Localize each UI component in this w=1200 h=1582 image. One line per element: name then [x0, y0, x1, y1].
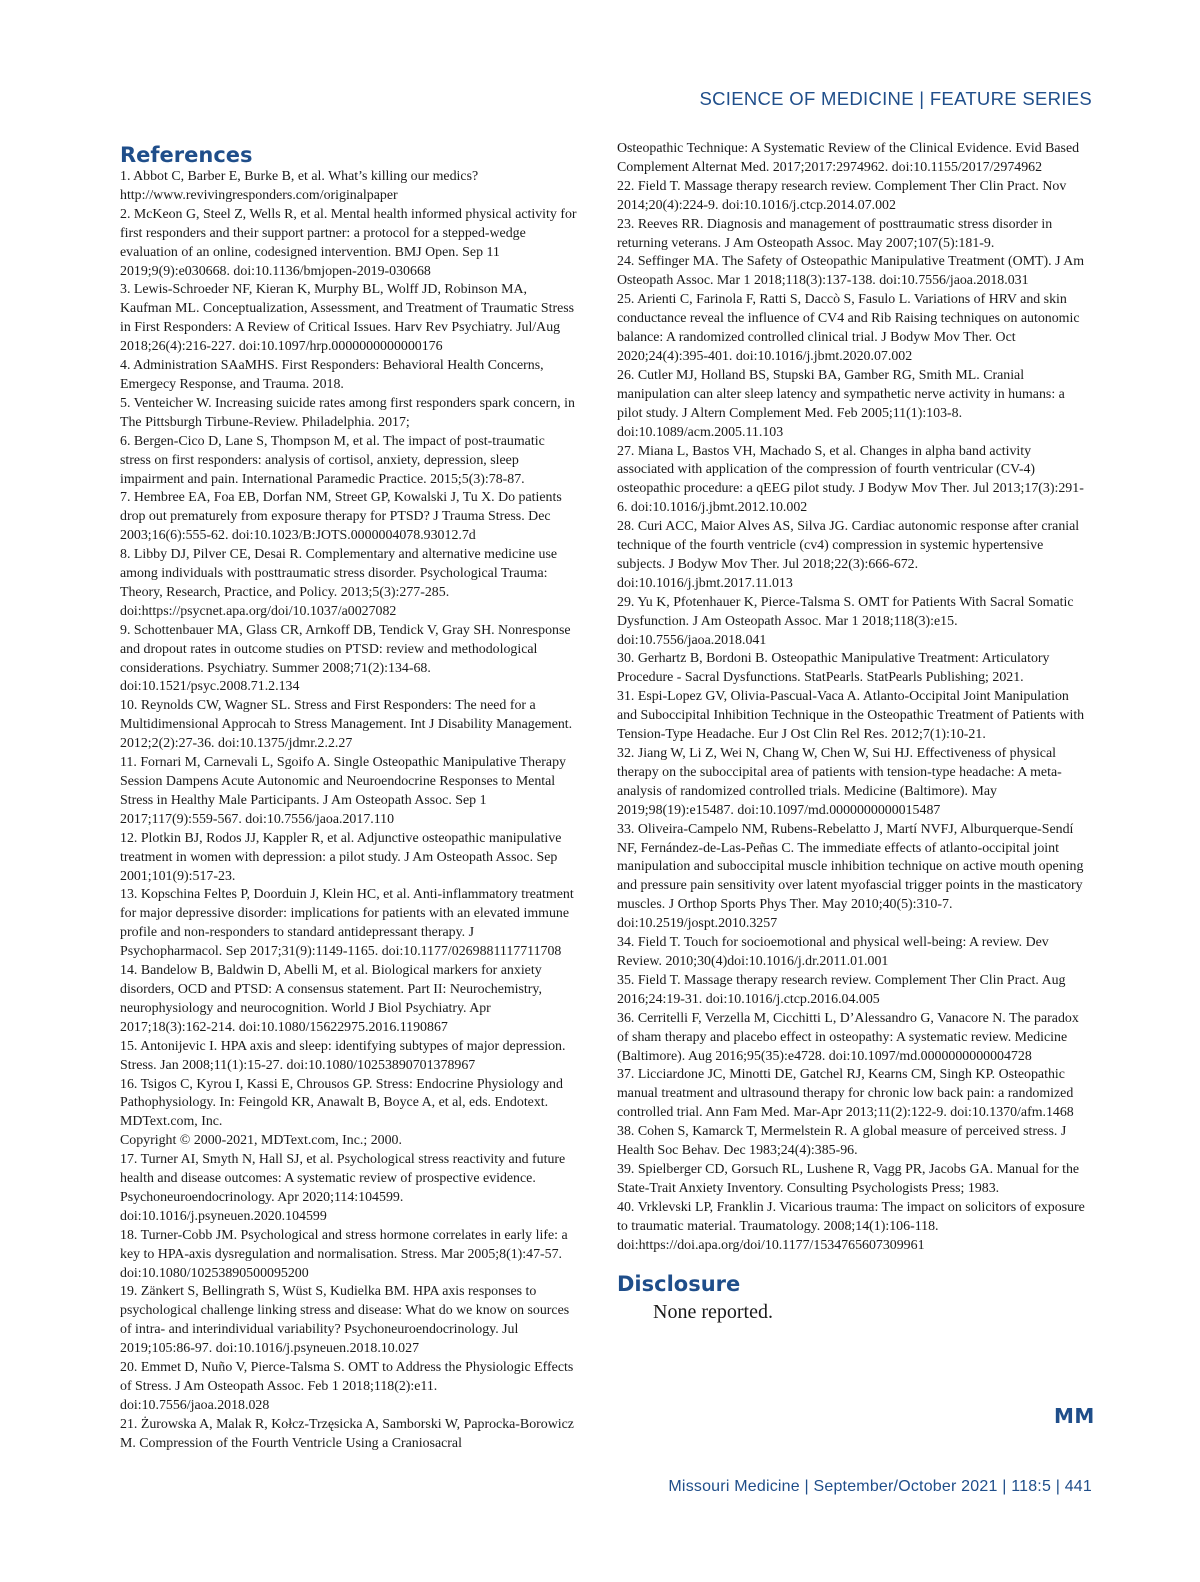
reference-item: 39. Spielberger CD, Gorsuch RL, Lushene R, Vagg PR, Jacobs GA. Manual for the State-Trait Anxiety Inventory. Consulting Psychologists Press; 1983. [617, 1161, 1080, 1196]
reference-item: 18. Turner-Cobb JM. Psychological and stress hormone correlates in early life: a key to HPA-axis dysregulation and normalisation. Stress. Mar 2005;8(1):47-57. doi:10.1080/10253890500095200 [120, 1227, 568, 1281]
journal-logo: MM [1054, 1404, 1095, 1428]
reference-item: 30. Gerhartz B, Bordoni B. Osteopathic Manipulative Treatment: Articulatory Procedure - Sacral Dysfunctions. StatPearls. StatPearls Publishing; 2021. [617, 651, 1050, 686]
reference-item: 16. Tsigos C, Kyrou I, Kassi E, Chrousos GP. Stress: Endocrine Physiology and Pathophysiology. In: Feingold KR, Anawalt B, Boyce A, et al, eds. Endotext. MDText.com, Inc. [120, 1076, 563, 1130]
left-column [120, 140, 578, 1454]
reference-item: 22. Field T. Massage therapy research review. Complement Ther Clin Pract. Nov 2014;20(4):224-9. doi:10.1016/j.ctcp.2014.07.002 [617, 178, 1067, 213]
reference-item: 21. Żurowska A, Malak R, Kołcz-Trzęsicka A, Samborski W, Paprocka-Borowicz M. Compression of the Fourth Ventricle Using a Craniosacral [120, 1416, 574, 1451]
reference-item: 33. Oliveira-Campelo NM, Rubens-Rebelatto J, Martí NVFJ, Alburquerque-Sendí NF, Fernández-de-Las-Peñas C. The immediate effects of atlanto-occipital joint manipulation and suboccipital muscle inhibition technique on active mouth opening and pressure pain sensitivity over latent myofascial trigger points in the masticatory muscles. J Orthop Sports Phys Ther. May 2010;40(5):310-7. doi:10.2519/jospt.2010.3257 [617, 821, 1084, 932]
reference-item: 25. Arienti C, Farinola F, Ratti S, Daccò S, Fasulo L. Variations of HRV and skin conductance reveal the influence of CV4 and Rib Raising techniques on autonomic balance: A randomized controlled clinical trial. J Bodyw Mov Ther. Oct 2020;24(4):395-401. doi:10.1016/j.jbmt.2020.07.002 [617, 292, 1080, 364]
reference-item: 7. Hembree EA, Foa EB, Dorfan NM, Street GP, Kowalski J, Tu X. Do patients drop out prematurely from exposure therapy for PTSD? J Trauma Stress. Dec 2003;16(6):555-62. doi:10.1023/B:JOTS.0000004078.93012.7d [120, 490, 562, 544]
reference-item: 26. Cutler MJ, Holland BS, Stupski BA, Gamber RG, Smith ML. Cranial manipulation can alter sleep latency and sympathetic nerve activity in humans: a pilot study. J Altern Complement Med. Feb 2005;11(1):103-8. doi:10.1089/acm.2005.11.103 [617, 367, 1065, 440]
disclosure-title: Disclosure [617, 1272, 741, 1297]
reference-item: 5. Venteicher W. Increasing suicide rates among first responders spark concern, in The Pittsburgh Tirbune-Review. Philadelphia. 2017; [120, 395, 575, 430]
reference-item: 1. Abbot C, Barber E, Burke B, et al. What’s killing our medics? http://www.revivingresponders.com/originalpaper [120, 169, 479, 203]
reference-item: 20. Emmet D, Nuño V, Pierce-Talsma S. OMT to Address the Physiologic Effects of Stress. J Am Osteopath Assoc. Feb 1 2018;118(2):e11. doi:10.7556/jaoa.2018.028 [120, 1360, 574, 1413]
reference-item: 36. Cerritelli F, Verzella M, Cicchitti L, D’Alessandro G, Vanacore N. The paradox of sham therapy and placebo effect in osteopathy: A systematic review. Medicine (Baltimore). Aug 2016;95(35):e4728. doi:10.1097/md.0000000000004728 [617, 1010, 1079, 1064]
reference-item: 40. Vrklevski LP, Franklin J. Vicarious trauma: The impact on solicitors of exposure to traumatic material. Traumatology. 2008;14(1):106-118. doi:https://doi.apa.org/doi/10.1177/1534765607309961 [617, 1199, 1085, 1253]
disclosure-section [617, 1271, 1089, 1324]
reference-item: 23. Reeves RR. Diagnosis and management of posttraumatic stress disorder in returning veterans. J Am Osteopath Assoc. May 2007;107(5):181-9. [617, 216, 1053, 251]
reference-item: Osteopathic Technique: A Systematic Review of the Clinical Evidence. Evid Based Complement Alternat Med. 2017;2017:2974962. doi:10.1155/2017/2974962 [617, 141, 1080, 175]
references-title: References [120, 143, 253, 167]
reference-item: 29. Yu K, Pfotenhauer K, Pierce-Talsma S. OMT for Patients With Sacral Somatic Dysfunction. J Am Osteopath Assoc. Mar 1 2018;118(3):e15. doi:10.7556/jaoa.2018.041 [617, 594, 1074, 648]
running-head: SCIENCE OF MEDICINE | FEATURE SERIES [699, 88, 1092, 109]
reference-item: 34. Field T. Touch for socioemotional and physical well-being: A review. Dev Review. 2010;30(4)doi:10.1016/j.dr.2011.01.001 [617, 935, 1049, 969]
reference-item: 31. Espi-Lopez GV, Olivia-Pascual-Vaca A. Atlanto-Occipital Joint Manipulation and Suboccipital Inhibition Technique in the Osteopathic Treatment of Patients with Tension-Type Headache. Eur J Ost Clin Rel Res. 2012;7(1):10-21. [617, 689, 1085, 743]
reference-item: 19. Zänkert S, Bellingrath S, Wüst S, Kudielka BM. HPA axis responses to psychological challenge linking stress and disease: What do we know on sources of intra- and interindividual variability? Psychoneuroendocrinology. Jul 2019;105:86-97. doi:10.1016/j.psyneuen.2018.10.027 [120, 1284, 570, 1357]
reference-item: 15. Antonijevic I. HPA axis and sleep: identifying subtypes of major depression. Stress. Jan 2008;11(1):15-27. doi:10.1080/10253890701378967 [120, 1038, 566, 1073]
reference-item: 24. Seffinger MA. The Safety of Osteopathic Manipulative Treatment (OMT). J Am Osteopath Assoc. Mar 1 2018;118(3):137-138. doi:10.7556/jaoa.2018.031 [617, 254, 1085, 289]
reference-item: 35. Field T. Massage therapy research review. Complement Ther Clin Pract. Aug 2016;24:19-31. doi:10.1016/j.ctcp.2016.04.005 [617, 972, 1066, 1007]
reference-item: 37. Licciardone JC, Minotti DE, Gatchel RJ, Kearns CM, Singh KP. Osteopathic manual treatment and ultrasound therapy for chronic low back pain: a randomized controlled trial. Ann Fam Med. Mar-Apr 2013;11(2):122-9. doi:10.1370/afm.1468 [617, 1067, 1074, 1121]
reference-item: 3. Lewis-Schroeder NF, Kieran K, Murphy BL, Wolff JD, Robinson MA, Kaufman ML. Conceptualization, Assessment, and Treatment of Traumatic Stress in First Responders: A Review of Critical Issues. Harv Rev Psychiatry. Jul/Aug 2018;26(4):216-227. doi:10.1097/hrp.0000000000000176 [120, 282, 575, 355]
reference-item: 14. Bandelow B, Baldwin D, Abelli M, et al. Biological markers for anxiety disorders, OCD and PTSD: A consensus statement. Part II: Neurochemistry, neurophysiology and neurocognition. World J Biol Psychiatry. Apr 2017;18(3):162-214. doi:10.1080/15622975.2016.1190867 [120, 963, 542, 1035]
reference-item: 12. Plotkin BJ, Rodos JJ, Kappler R, et al. Adjunctive osteopathic manipulative treatment in women with depression: a pilot study. J Am Osteopath Assoc. Sep 2001;101(9):517-23. [120, 830, 562, 884]
reference-item: 38. Cohen S, Kamarck T, Mermelstein R. A global measure of perceived stress. J Health Soc Behav. Dec 1983;24(4):385-96. [617, 1124, 1067, 1159]
reference-item: 27. Miana L, Bastos VH, Machado S, et al. Changes in alpha band activity associated with application of the compression of fourth ventricular (CV-4) osteopathic procedure: a qEEG pilot study. J Bodyw Mov Ther. Jul 2013;17(3):291-6. doi:10.1016/j.jbmt.2012.10.002 [617, 443, 1084, 516]
right-column [617, 140, 1089, 1324]
references-list-right [617, 140, 1089, 1255]
references-list-left [120, 168, 578, 1454]
reference-item: 17. Turner AI, Smyth N, Hall SJ, et al. Psychological stress reactivity and future health and disease outcomes: A systematic review of prospective evidence. Psychoneuroendocrinology. Apr 2020;114:104599. doi:10.1016/j.psyneuen.2020.104599 [120, 1152, 566, 1224]
disclosure-text: None reported. [653, 1301, 773, 1324]
reference-item: 28. Curi ACC, Maior Alves AS, Silva JG. Cardiac autonomic response after cranial technique of the fourth ventricle (cv4) compression in systemic hypertensive subjects. J Bodyw Mov Ther. Jul 2018;22(3):666-672. doi:10.1016/j.jbmt.2017.11.013 [617, 519, 1080, 591]
reference-item: 2. McKeon G, Steel Z, Wells R, et al. Mental health informed physical activity for first responders and their support partner: a protocol for a stepped-wedge evaluation of an online, codesigned intervention. BMJ Open. Sep 11 2019;9(9):e030668. doi:10.1136/bmjopen-2019-030668 [120, 206, 577, 279]
reference-item: 10. Reynolds CW, Wagner SL. Stress and First Responders: The need for a Multidimensional Approcah to Stress Management. Int J Disability Management. 2012;2(2):27-36. doi:10.1375/jdmr.2.2.27 [120, 698, 573, 752]
reference-item: 6. Bergen-Cico D, Lane S, Thompson M, et al. The impact of post-traumatic stress on first responders: analysis of cortisol, anxiety, depression, sleep impairment and pain. International Paramedic Practice. 2015;5(3):78-87. [120, 433, 545, 487]
reference-item: 8. Libby DJ, Pilver CE, Desai R. Complementary and alternative medicine use among individuals with posttraumatic stress disorder. Psychological Trauma: Theory, Research, Practice, and Policy. 2013;5(3):277-285. doi:https://psycnet.apa.org/doi/10.1037/a0027082 [120, 547, 558, 619]
page-footer: Missouri Medicine | September/October 2021 | 118:5 | 441 [668, 1478, 1092, 1495]
reference-item: Copyright © 2000-2021, MDText.com, Inc.; 2000. [120, 1133, 402, 1149]
reference-item: 11. Fornari M, Carnevali L, Sgoifo A. Single Osteopathic Manipulative Therapy Session Dampens Acute Autonomic and Neuroendocrine Responses to Mental Stress in Healthy Male Participants. J Am Osteopath Assoc. Sep 1 2017;117(9):559-567. doi:10.7556/jaoa.2017.110 [120, 755, 566, 827]
reference-item: 9. Schottenbauer MA, Glass CR, Arnkoff DB, Tendick V, Gray SH. Nonresponse and dropout rates in outcome studies on PTSD: review and methodological considerations. Psychiatry. Summer 2008;71(2):134-68. doi:10.1521/psyc.2008.71.2.134 [120, 622, 571, 695]
reference-item: 4. Administration SAaMHS. First Responders: Behavioral Health Concerns, Emergecy Response, and Trauma. 2018. [120, 358, 544, 392]
reference-item: 13. Kopschina Feltes P, Doorduin J, Klein HC, et al. Anti-inflammatory treatment for major depressive disorder: implications for patients with an elevated immune profile and non-responders to standard antidepressant therapy. J Psychopharmacol. Sep 2017;31(9):1149-1165. doi:10.1177/0269881117711708 [120, 887, 574, 960]
reference-item: 32. Jiang W, Li Z, Wei N, Chang W, Chen W, Sui HJ. Effectiveness of physical therapy on the suboccipital area of patients with tension-type headache: A meta-analysis of randomized controlled trials. Medicine (Baltimore). May 2019;98(19):e15487. doi:10.1097/md.0000000000015487 [617, 746, 1062, 818]
